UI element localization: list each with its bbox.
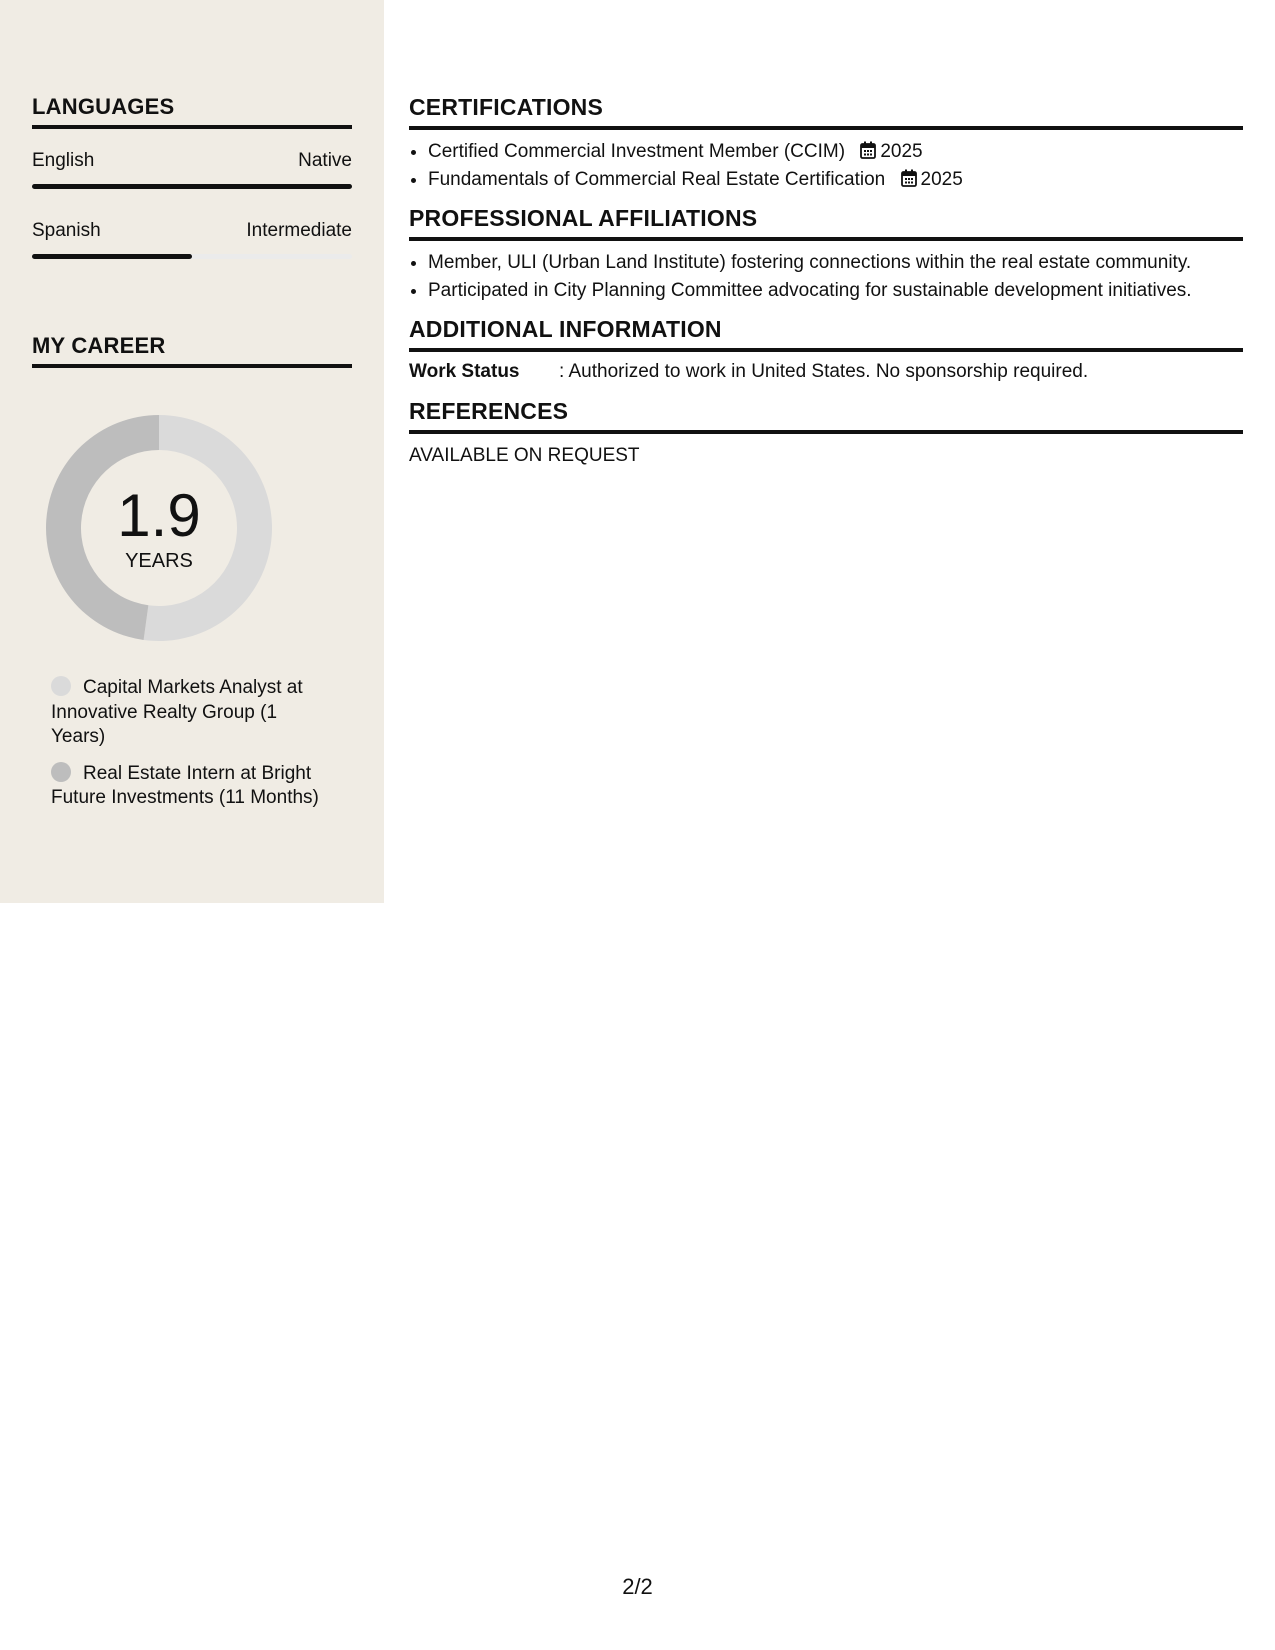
career-donut-chart (34, 403, 284, 653)
certifications-title: CERTIFICATIONS (409, 94, 1243, 130)
affiliations-title: PROFESSIONAL AFFILIATIONS (409, 205, 1243, 241)
affiliation-item: • Member, ULI (Urban Land Institute) fostering connections within the real estate community. (428, 249, 1243, 277)
certifications-section (409, 94, 1243, 193)
legend-label: Real Estate Intern at Bright Future Investments (11 Months) (51, 762, 319, 808)
career-total-value: 1.9 (117, 481, 201, 549)
affiliation-item: • Participated in City Planning Committee advocating for sustainable development initiatives. (428, 277, 1243, 305)
calendar-icon (860, 141, 876, 159)
references-section (409, 398, 1243, 467)
legend-item (51, 762, 331, 811)
language-bar-fill (32, 254, 192, 259)
certification-item (428, 138, 1243, 166)
language-level: Intermediate (246, 220, 352, 241)
work-status-value: : Authorized to work in United States. No sponsorship required. (559, 361, 1089, 382)
certification-name: Fundamentals of Commercial Real Estate Certification (428, 168, 886, 190)
legend-dot (51, 762, 71, 782)
language-item-english (32, 149, 352, 189)
additional-info-section (409, 316, 1243, 383)
work-status-label: Work Status (409, 361, 520, 382)
language-level: Native (298, 150, 352, 171)
references-title: REFERENCES (409, 398, 1243, 434)
sidebar (0, 0, 384, 903)
references-text: AVAILABLE ON REQUEST (409, 445, 640, 466)
language-name: English (32, 150, 95, 171)
career-total-unit: YEARS (125, 549, 193, 572)
affiliations-list (409, 249, 1243, 304)
legend-label: Capital Markets Analyst at Innovative Realty Group (1 Years) (51, 677, 303, 747)
additional-info-title: ADDITIONAL INFORMATION (409, 316, 1243, 352)
work-status-row (409, 361, 1243, 383)
language-bar-fill (32, 184, 352, 189)
legend-dot (51, 676, 71, 696)
certification-name: Certified Commercial Investment Member (CCIM) (428, 141, 846, 162)
certification-year: 2025 (880, 141, 923, 162)
page-number: 2/2 (622, 1574, 653, 1599)
donut-center-label (34, 403, 284, 653)
languages-section (32, 94, 352, 259)
career-legend (51, 676, 331, 823)
calendar-icon (901, 169, 917, 187)
certification-item (428, 166, 1243, 194)
certification-year: 2025 (920, 168, 963, 190)
language-bar-track (32, 254, 352, 259)
career-section (32, 333, 352, 368)
career-title: MY CAREER (32, 333, 352, 368)
language-name: Spanish (32, 220, 101, 241)
language-bar-track (32, 184, 352, 189)
legend-item (51, 676, 331, 750)
affiliations-section (409, 205, 1243, 304)
language-item-spanish (32, 219, 352, 259)
certifications-list (409, 138, 1243, 193)
languages-title: LANGUAGES (32, 94, 352, 129)
